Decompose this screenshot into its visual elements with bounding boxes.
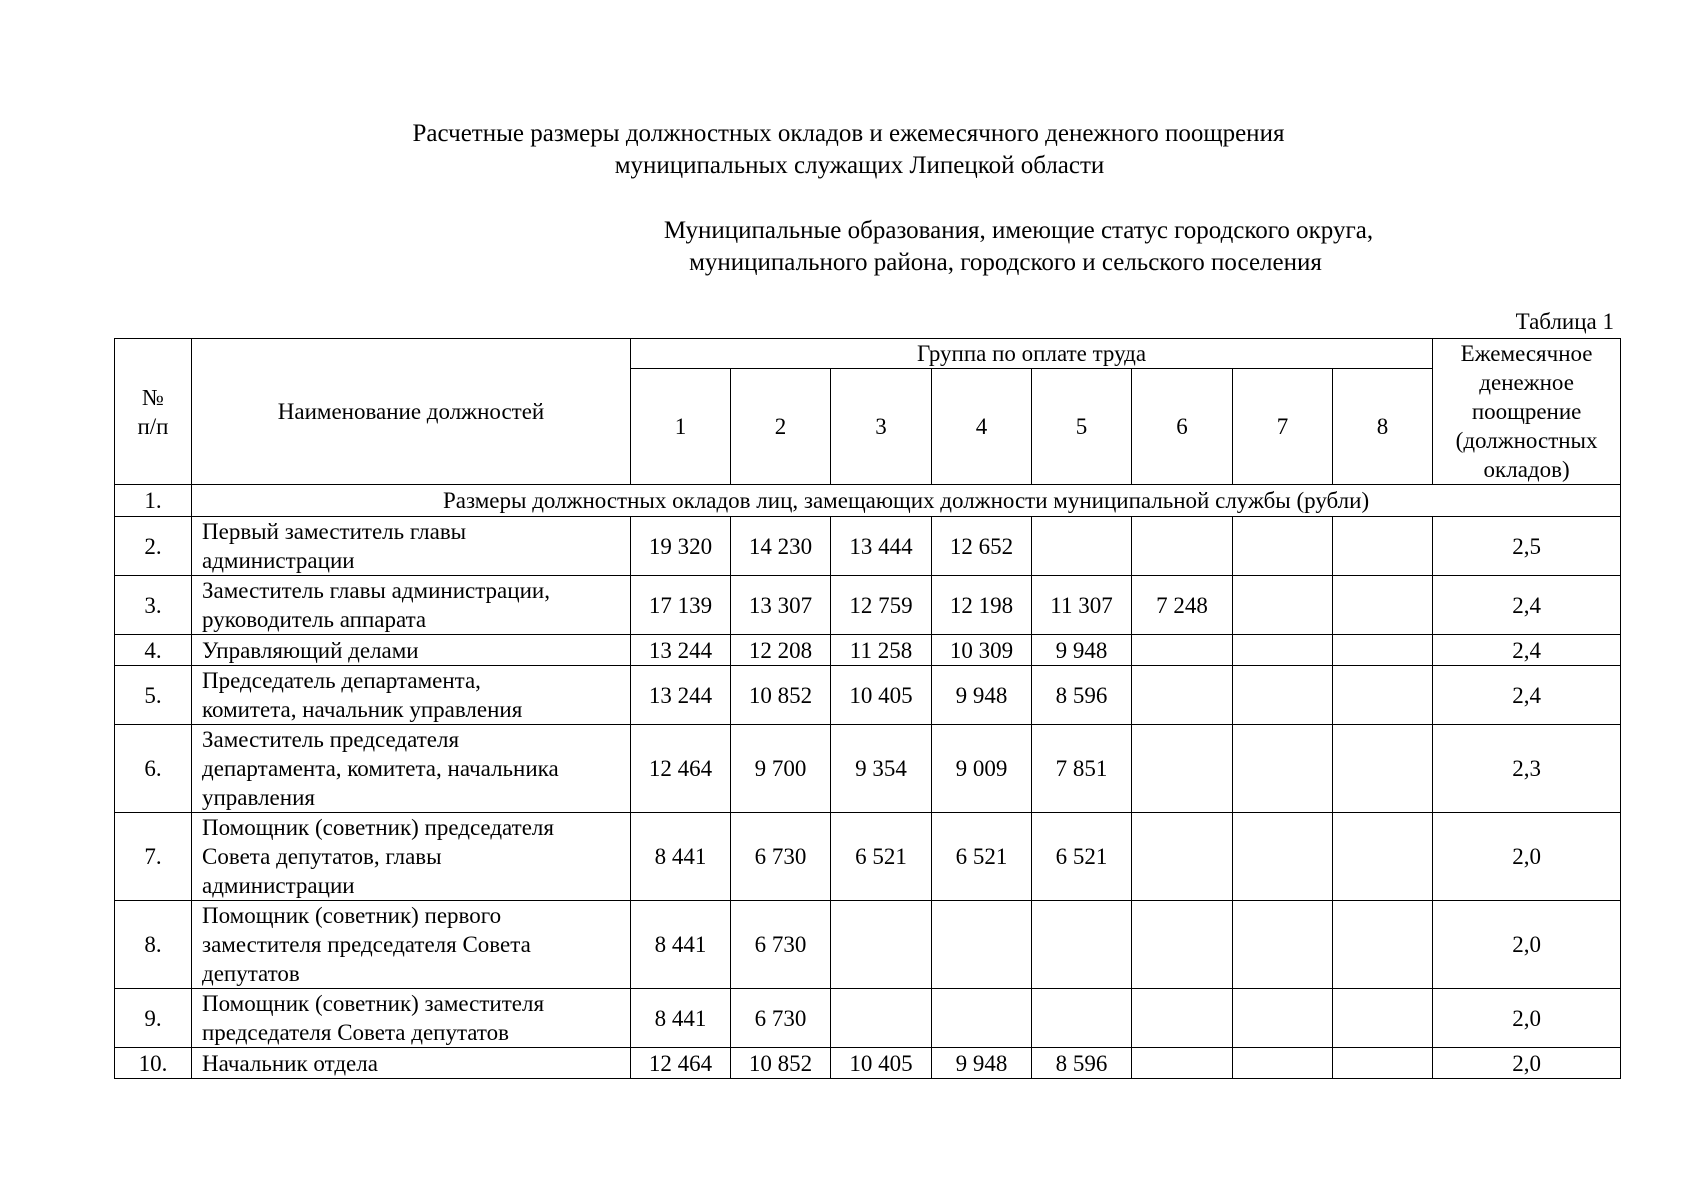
row-number: 10. [115, 1048, 192, 1079]
row-position-name [192, 901, 631, 989]
header-bonus-line: денежное [1479, 370, 1574, 395]
salary-cell-group-1: 12 464 [631, 725, 731, 813]
bonus-cell: 2,0 [1433, 901, 1621, 989]
salary-cell-group-6 [1132, 666, 1233, 725]
salary-cell-group-6: 7 248 [1132, 576, 1233, 635]
salary-cell-group-3: 9 354 [831, 725, 932, 813]
salary-cell-group-5: 8 596 [1032, 666, 1132, 725]
salary-cell-group-2: 6 730 [731, 901, 831, 989]
salary-cell-group-1: 19 320 [631, 517, 731, 576]
salary-cell-group-3: 11 258 [831, 635, 932, 666]
row-position-name [192, 989, 631, 1048]
salary-cell-group-6 [1132, 517, 1233, 576]
salary-cell-group-1: 8 441 [631, 901, 731, 989]
salary-cell-group-6 [1132, 901, 1233, 989]
salary-cell-group-7 [1233, 666, 1333, 725]
salary-cell-group-6 [1132, 635, 1233, 666]
header-number [115, 339, 192, 485]
salary-cell-group-4: 9 009 [932, 725, 1032, 813]
header-bonus-line: поощрение [1471, 399, 1582, 424]
salary-cell-group-6 [1132, 813, 1233, 901]
position-name-line: Первый заместитель главы [202, 519, 467, 544]
row-number: 9. [115, 989, 192, 1048]
salary-cell-group-2: 6 730 [731, 989, 831, 1048]
salary-cell-group-4: 12 198 [932, 576, 1032, 635]
row-position-name [192, 666, 631, 725]
salary-cell-group-7 [1233, 517, 1333, 576]
table-body [115, 485, 1621, 1079]
salary-cell-group-3 [831, 901, 932, 989]
title-line-1: Расчетные размеры должностных окладов и ежемесячного денежного поощрения [412, 120, 1285, 147]
salary-cell-group-2: 10 852 [731, 666, 831, 725]
salary-cell-group-1: 8 441 [631, 813, 731, 901]
table-number-label: Таблица 1 [1515, 309, 1614, 334]
salary-cell-group-3 [831, 989, 932, 1048]
position-name-line: руководитель аппарата [202, 607, 427, 632]
salary-cell-group-8 [1333, 666, 1433, 725]
position-name-line: Совета депутатов, главы [202, 844, 442, 869]
salary-cell-group-1: 8 441 [631, 989, 731, 1048]
table-row [115, 517, 1621, 576]
salary-cell-group-8 [1333, 635, 1433, 666]
salary-cell-group-2: 10 852 [731, 1048, 831, 1079]
salary-cell-group-2: 14 230 [731, 517, 831, 576]
salary-cell-group-5: 6 521 [1032, 813, 1132, 901]
salary-cell-group-3: 6 521 [831, 813, 932, 901]
position-name-line: Заместитель главы администрации, [202, 578, 550, 603]
position-name-line: Управляющий делами [202, 637, 419, 663]
salary-cell-group-3: 10 405 [831, 666, 932, 725]
salary-cell-group-4: 9 948 [932, 666, 1032, 725]
salary-cell-group-4 [932, 901, 1032, 989]
table-row [115, 635, 1621, 666]
salary-cell-group-1: 13 244 [631, 635, 731, 666]
header-group-3: 3 [831, 369, 932, 485]
row-number: 2. [115, 517, 192, 576]
table-row [115, 576, 1621, 635]
table-row [115, 666, 1621, 725]
row-number: 6. [115, 725, 192, 813]
salary-cell-group-1: 12 464 [631, 1048, 731, 1079]
salary-cell-group-5: 8 596 [1032, 1048, 1132, 1079]
salary-cell-group-3: 12 759 [831, 576, 932, 635]
position-name-line: Помощник (советник) председателя [202, 815, 554, 840]
header-number-line-1: № [142, 384, 164, 410]
salary-cell-group-8 [1333, 576, 1433, 635]
header-group: Группа по оплате труда [631, 339, 1433, 369]
salary-cell-group-1: 13 244 [631, 666, 731, 725]
row-number: 4. [115, 635, 192, 666]
header-group-6: 6 [1132, 369, 1233, 485]
header-bonus-line: (должностных [1455, 428, 1598, 453]
header-number-line-2: п/п [137, 413, 169, 439]
section-row [115, 485, 1621, 517]
header-group-5: 5 [1032, 369, 1132, 485]
salary-cell-group-5: 11 307 [1032, 576, 1132, 635]
salary-cell-group-5: 9 948 [1032, 635, 1132, 666]
salary-cell-group-7 [1233, 635, 1333, 666]
position-name-line: Помощник (советник) первого [202, 903, 502, 928]
salary-cell-group-5 [1032, 989, 1132, 1048]
salary-cell-group-2: 6 730 [731, 813, 831, 901]
header-bonus [1433, 339, 1621, 485]
position-name-line: Заместитель председателя [202, 727, 460, 752]
row-position-name [192, 517, 631, 576]
salary-cell-group-3: 10 405 [831, 1048, 932, 1079]
subtitle-line-2: муниципального района, городского и сельского поселения [689, 249, 1322, 276]
salary-cell-group-8 [1333, 901, 1433, 989]
salary-cell-group-8 [1333, 725, 1433, 813]
section-number: 1. [115, 485, 192, 517]
bonus-cell: 2,4 [1433, 666, 1621, 725]
row-position-name [192, 576, 631, 635]
salary-table [114, 338, 1621, 1079]
salary-cell-group-7 [1233, 725, 1333, 813]
bonus-cell: 2,4 [1433, 576, 1621, 635]
salary-cell-group-2: 13 307 [731, 576, 831, 635]
salary-cell-group-7 [1233, 901, 1333, 989]
salary-cell-group-2: 9 700 [731, 725, 831, 813]
row-position-name [192, 725, 631, 813]
salary-cell-group-2: 12 208 [731, 635, 831, 666]
salary-cell-group-3: 13 444 [831, 517, 932, 576]
salary-cell-group-1: 17 139 [631, 576, 731, 635]
title-line-2: муниципальных служащих Липецкой области [614, 152, 1105, 179]
header-name: Наименование должностей [192, 339, 631, 485]
salary-cell-group-4: 12 652 [932, 517, 1032, 576]
salary-cell-group-8 [1333, 517, 1433, 576]
header-group-7: 7 [1233, 369, 1333, 485]
bonus-cell: 2,0 [1433, 1048, 1621, 1079]
salary-cell-group-4: 10 309 [932, 635, 1032, 666]
salary-cell-group-7 [1233, 813, 1333, 901]
row-number: 3. [115, 576, 192, 635]
position-name-line: депутатов [202, 961, 300, 986]
position-name-line: Помощник (советник) заместителя [202, 991, 545, 1016]
subtitle-line-1: Муниципальные образования, имеющие статус городского округа, [663, 217, 1374, 244]
salary-cell-group-8 [1333, 1048, 1433, 1079]
position-name-line: департамента, комитета, начальника [202, 756, 559, 781]
header-group-8: 8 [1333, 369, 1433, 485]
salary-cell-group-4: 9 948 [932, 1048, 1032, 1079]
position-name-line: Председатель департамента, [202, 668, 481, 693]
bonus-cell: 2,3 [1433, 725, 1621, 813]
position-name-line: администрации [202, 873, 355, 898]
header-group-2: 2 [731, 369, 831, 485]
table-row [115, 989, 1621, 1048]
row-number: 8. [115, 901, 192, 989]
salary-cell-group-5 [1032, 901, 1132, 989]
position-name-line: администрации [202, 548, 355, 573]
row-position-name [192, 813, 631, 901]
position-name-line: управления [202, 785, 315, 810]
position-name-line: председателя Совета депутатов [202, 1020, 510, 1045]
position-name-line: Начальник отдела [202, 1050, 378, 1076]
table-header [115, 339, 1621, 485]
table-row [115, 1048, 1621, 1079]
table-row [115, 813, 1621, 901]
table-row [115, 901, 1621, 989]
position-name-line: заместителя председателя Совета [202, 932, 531, 957]
salary-cell-group-7 [1233, 576, 1333, 635]
salary-cell-group-5: 7 851 [1032, 725, 1132, 813]
salary-cell-group-8 [1333, 989, 1433, 1048]
row-number: 7. [115, 813, 192, 901]
row-position-name [192, 635, 631, 666]
document-subtitle [0, 215, 1697, 279]
salary-cell-group-6 [1132, 725, 1233, 813]
salary-cell-group-7 [1233, 1048, 1333, 1079]
salary-cell-group-8 [1333, 813, 1433, 901]
row-number: 5. [115, 666, 192, 725]
bonus-cell: 2,0 [1433, 989, 1621, 1048]
row-position-name [192, 1048, 631, 1079]
document-title [0, 118, 1697, 182]
bonus-cell: 2,4 [1433, 635, 1621, 666]
header-group-4: 4 [932, 369, 1032, 485]
bonus-cell: 2,0 [1433, 813, 1621, 901]
header-bonus-line: окладов) [1483, 457, 1570, 482]
salary-cell-group-7 [1233, 989, 1333, 1048]
position-name-line: комитета, начальник управления [202, 697, 523, 722]
bonus-cell: 2,5 [1433, 517, 1621, 576]
salary-cell-group-4: 6 521 [932, 813, 1032, 901]
salary-cell-group-6 [1132, 1048, 1233, 1079]
header-bonus-line: Ежемесячное [1460, 341, 1593, 366]
header-group-1: 1 [631, 369, 731, 485]
salary-cell-group-5 [1032, 517, 1132, 576]
table-row [115, 725, 1621, 813]
salary-cell-group-6 [1132, 989, 1233, 1048]
section-text: Размеры должностных окладов лиц, замещающих должности муниципальной службы (рубли) [192, 485, 1621, 517]
salary-cell-group-4 [932, 989, 1032, 1048]
